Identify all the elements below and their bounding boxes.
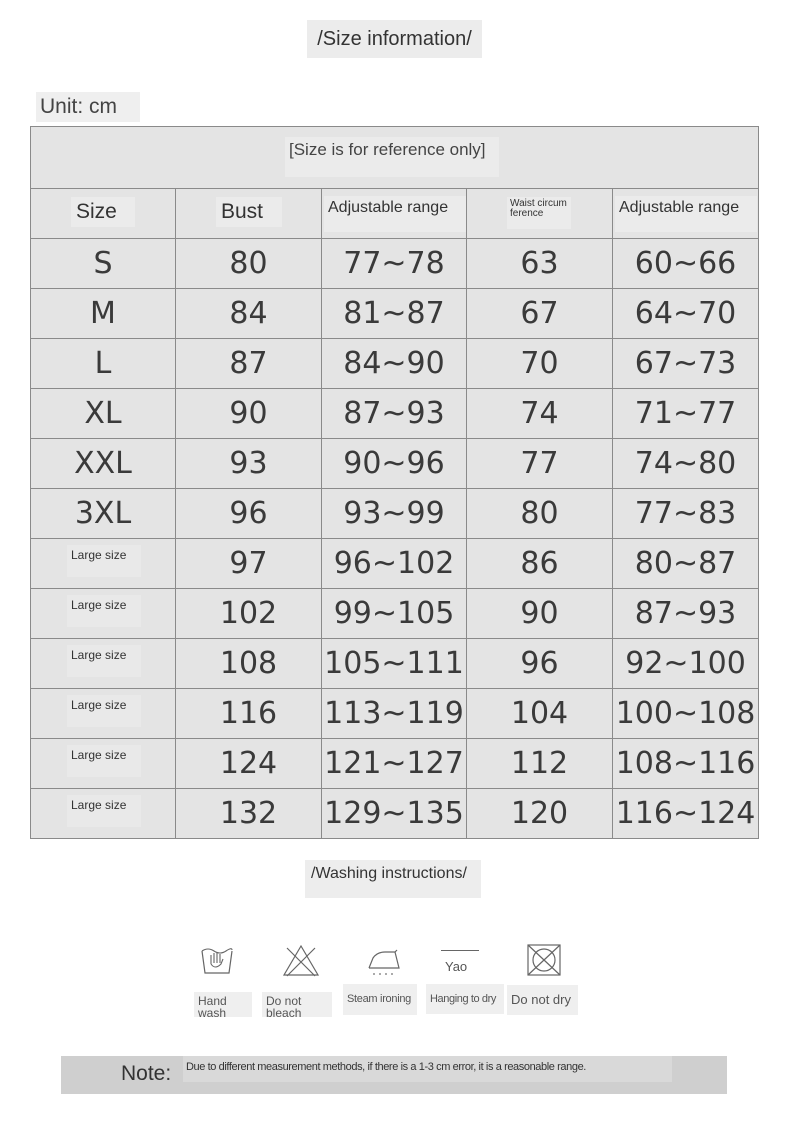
bust-value: 96 [229, 496, 268, 531]
bust-cell [176, 739, 322, 789]
bust-range-cell [322, 389, 467, 439]
size-value: 3XL [74, 496, 132, 531]
waist-range-value: 100~108 [615, 696, 756, 731]
waist-range-value: 74~80 [634, 446, 737, 481]
bust-range-value: 121~127 [324, 746, 464, 781]
hand-wash-icon [197, 942, 237, 976]
bust-cell [176, 289, 322, 339]
header-waist: Waist circumference [507, 197, 571, 229]
header-size-cell [31, 189, 176, 239]
bust-range-value: 77~78 [343, 246, 445, 281]
bust-range-value: 93~99 [343, 496, 445, 531]
bust-cell [176, 389, 322, 439]
waist-cell [467, 289, 613, 339]
table-row [31, 289, 759, 339]
size-cell [31, 439, 176, 489]
waist-value: 90 [520, 596, 559, 631]
bust-cell [176, 789, 322, 839]
table-row [31, 639, 759, 689]
size-cell [31, 639, 176, 689]
page-title: /Size information/ [307, 20, 482, 58]
note-label: Note: [121, 1062, 172, 1085]
size-value: XXL [74, 446, 132, 481]
bust-range-cell [322, 739, 467, 789]
waist-range-cell [613, 539, 759, 589]
size-cell [31, 239, 176, 289]
bust-cell [176, 539, 322, 589]
bust-range-cell [322, 489, 467, 539]
header-bust-range: Adjustable range [324, 196, 466, 232]
bust-cell [176, 339, 322, 389]
note-text: Due to different measurement methods, if there is a 1-3 cm error, it is a reasonable range. [183, 1056, 672, 1082]
waist-range-cell [613, 389, 759, 439]
hang-dry-icon [441, 950, 479, 983]
size-cell [31, 539, 176, 589]
waist-range-cell [613, 589, 759, 639]
bust-cell [176, 689, 322, 739]
size-cell [31, 289, 176, 339]
waist-cell [467, 789, 613, 839]
size-cell [31, 689, 176, 739]
size-cell [31, 489, 176, 539]
bust-value: 84 [229, 296, 268, 331]
size-value: L [94, 346, 112, 381]
bust-range-cell [322, 789, 467, 839]
bust-value: 97 [229, 546, 268, 581]
waist-range-cell [613, 239, 759, 289]
care-label-no-dry: Do not dry [507, 985, 578, 1015]
size-cell [31, 339, 176, 389]
waist-value: 104 [510, 696, 569, 731]
waist-range-value: 71~77 [634, 396, 737, 431]
table-row [31, 739, 759, 789]
waist-range-value: 77~83 [634, 496, 737, 531]
size-value: M [90, 296, 116, 331]
bust-range-cell [322, 239, 467, 289]
care-no-dry [524, 942, 564, 978]
bust-value: 102 [219, 596, 278, 631]
bust-range-value: 105~111 [324, 646, 464, 681]
bust-range-value: 96~102 [333, 546, 455, 581]
waist-range-value: 108~116 [615, 746, 756, 781]
header-bust: Bust [216, 197, 282, 227]
table-row [31, 589, 759, 639]
care-label-hand-wash: Hand wash [194, 992, 252, 1017]
bust-range-value: 84~90 [343, 346, 445, 381]
waist-value: 77 [520, 446, 559, 481]
header-waist-range: Adjustable range [615, 196, 757, 232]
bust-range-value: 99~105 [333, 596, 455, 631]
iron-icon [365, 942, 405, 978]
waist-cell [467, 589, 613, 639]
size-cell [31, 389, 176, 439]
no-tumble-dry-icon [525, 942, 563, 978]
waist-range-cell [613, 439, 759, 489]
waist-range-value: 80~87 [634, 546, 737, 581]
waist-range-cell [613, 739, 759, 789]
bust-value: 132 [219, 796, 278, 831]
bust-value: 93 [229, 446, 268, 481]
table-row [31, 389, 759, 439]
large-size-label: Large size [67, 545, 141, 577]
waist-cell [467, 539, 613, 589]
care-hang-dry [440, 942, 480, 983]
waist-cell [467, 489, 613, 539]
waist-cell [467, 339, 613, 389]
waist-value: 112 [510, 746, 569, 781]
reference-note: [Size is for reference only] [285, 137, 499, 177]
large-size-label: Large size [67, 645, 141, 677]
washing-title: /Washing instructions/ [305, 860, 481, 898]
care-no-bleach [280, 942, 322, 978]
bust-range-value: 90~96 [343, 446, 445, 481]
waist-range-value: 60~66 [634, 246, 737, 281]
waist-value: 96 [520, 646, 559, 681]
size-cell [31, 789, 176, 839]
waist-range-cell [613, 689, 759, 739]
table-row [31, 339, 759, 389]
bust-cell [176, 439, 322, 489]
waist-value: 80 [520, 496, 559, 531]
size-cell [31, 739, 176, 789]
waist-range-value: 87~93 [634, 596, 737, 631]
unit-label: Unit: cm [36, 92, 140, 122]
size-value: S [93, 246, 113, 281]
table-row [31, 439, 759, 489]
table-row [31, 539, 759, 589]
waist-range-value: 92~100 [625, 646, 746, 681]
bust-range-value: 113~119 [324, 696, 464, 731]
waist-value: 86 [520, 546, 559, 581]
header-size: Size [71, 197, 135, 227]
waist-range-cell [613, 339, 759, 389]
waist-range-cell [613, 289, 759, 339]
bust-value: 87 [229, 346, 268, 381]
reference-row [31, 127, 759, 189]
size-value: XL [84, 396, 122, 431]
waist-range-cell [613, 639, 759, 689]
bust-value: 116 [219, 696, 278, 731]
waist-cell [467, 389, 613, 439]
note-bar [61, 1056, 727, 1094]
header-waist-cell [467, 189, 613, 239]
waist-value: 120 [510, 796, 569, 831]
care-hand-wash [195, 942, 239, 976]
waist-cell [467, 639, 613, 689]
header-bust-cell [176, 189, 322, 239]
bust-range-value: 129~135 [324, 796, 464, 831]
bust-range-cell [322, 639, 467, 689]
bust-range-cell [322, 339, 467, 389]
care-label-no-bleach: Do not bleach [262, 992, 332, 1017]
waist-cell [467, 439, 613, 489]
waist-cell [467, 739, 613, 789]
no-bleach-icon [281, 942, 321, 978]
bust-value: 108 [219, 646, 278, 681]
waist-range-value: 67~73 [634, 346, 737, 381]
waist-cell [467, 689, 613, 739]
waist-range-value: 116~124 [615, 796, 756, 831]
care-label-hang-dry: Hanging to dry [426, 984, 504, 1014]
waist-value: 63 [520, 246, 559, 281]
table-row [31, 489, 759, 539]
header-row [31, 189, 759, 239]
header-waist-range-cell [613, 189, 759, 239]
waist-value: 70 [520, 346, 559, 381]
care-label-steam-iron: Steam ironing [343, 984, 417, 1015]
large-size-label: Large size [67, 595, 141, 627]
size-table [30, 126, 759, 839]
bust-value: 124 [219, 746, 278, 781]
header-bust-range-cell [322, 189, 467, 239]
bust-range-cell [322, 689, 467, 739]
bust-range-cell [322, 589, 467, 639]
bust-cell [176, 589, 322, 639]
bust-range-value: 81~87 [343, 296, 445, 331]
table-row [31, 789, 759, 839]
waist-range-cell [613, 789, 759, 839]
table-row [31, 239, 759, 289]
waist-range-cell [613, 489, 759, 539]
size-cell [31, 589, 176, 639]
table-row [31, 689, 759, 739]
bust-range-cell [322, 289, 467, 339]
waist-range-value: 64~70 [634, 296, 737, 331]
waist-value: 74 [520, 396, 559, 431]
waist-value: 67 [520, 296, 559, 331]
large-size-label: Large size [67, 695, 141, 727]
care-steam-iron [365, 942, 405, 978]
bust-range-value: 87~93 [343, 396, 445, 431]
large-size-label: Large size [67, 745, 141, 777]
bust-value: 90 [229, 396, 268, 431]
large-size-label: Large size [67, 795, 141, 827]
bust-range-cell [322, 439, 467, 489]
bust-range-cell [322, 539, 467, 589]
bust-value: 80 [229, 246, 268, 281]
bust-cell [176, 489, 322, 539]
bust-cell [176, 239, 322, 289]
bust-cell [176, 639, 322, 689]
waist-cell [467, 239, 613, 289]
hang-dry-icon-text: Yao [445, 959, 468, 974]
